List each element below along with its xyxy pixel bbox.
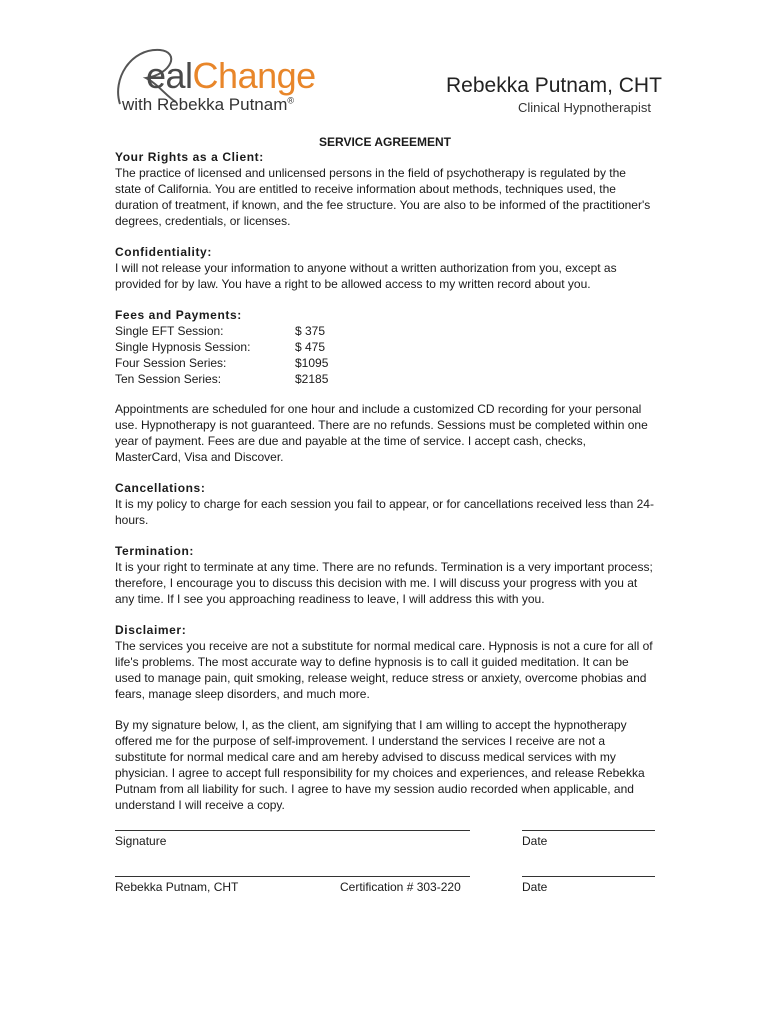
fee-price: $ 475 (295, 340, 326, 354)
agreement-body (115, 149, 655, 828)
fee-label: Four Session Series: (115, 356, 227, 370)
practitioner-date-label: Date (522, 880, 548, 894)
certification-number: Certification # 303-220 (340, 880, 461, 894)
client-signature-label: Signature (115, 834, 167, 848)
fee-label: Single Hypnosis Session: (115, 340, 251, 354)
document-title: SERVICE AGREEMENT (318, 135, 452, 149)
section-heading: Confidentiality: (115, 245, 212, 259)
section-text: Appointments are scheduled for one hour and include a customized CD recording for your personal use. Hypnotherapy is not guaranteed. There are no refunds. Sessions must be completed within one year of payment. Fees are due and payable at the time of service. I accept cash, checks, MasterCard, Visa and Discover. (115, 402, 648, 464)
section-heading: Fees and Payments: (115, 308, 242, 322)
fee-table (115, 323, 655, 387)
section-text: The practice of licensed and unlicensed persons in the field of psychotherapy is regulated by the state of California. You are entitled to receive information about methods, techniques used, the duration of treatment, if known, and the fee structure. You are also to be informed of the practitioner's degrees, credentials, or licenses. (115, 166, 651, 228)
client-date-line[interactable] (522, 830, 655, 831)
practitioner-date-line[interactable] (522, 876, 655, 877)
logo-tagline: with Rebekka Putnam® (122, 95, 295, 114)
logo-wordmark: ealChange (146, 55, 316, 96)
logo (110, 40, 340, 120)
section-confidentiality (115, 244, 655, 292)
section-cancellations (115, 480, 655, 528)
client-signature-row (115, 822, 660, 868)
section-disclaimer (115, 622, 655, 702)
client-date-label: Date (522, 834, 548, 848)
section-heading: Cancellations: (115, 481, 206, 495)
practitioner-signature-label: Rebekka Putnam, CHT (115, 880, 239, 894)
section-consent (115, 717, 655, 813)
fee-label: Ten Session Series: (115, 372, 222, 386)
section-text: It is my policy to charge for each session you fail to appear, or for cancellations received less than 24-hours. (115, 497, 654, 527)
section-heading: Termination: (115, 544, 194, 558)
section-text: It is your right to terminate at any time. There are no refunds. Termination is a very important process; therefore, I encourage you to discuss this decision with me. I will discuss your progress with you at any time. If I see you approaching readiness to leave, I will address this with you. (115, 560, 653, 606)
section-heading: Disclaimer: (115, 623, 187, 637)
practitioner-signature-row (115, 868, 660, 914)
client-signature-line[interactable] (115, 830, 470, 831)
section-termination (115, 543, 655, 607)
fee-price: $2185 (295, 372, 329, 386)
section-text: I will not release your information to anyone without a written authorization from you, except as provided for by law. You have a right to be allowed access to my written record about you. (115, 261, 617, 291)
practitioner-signature-line[interactable] (115, 876, 470, 877)
fee-label: Single EFT Session: (115, 324, 224, 338)
section-text: By my signature below, I, as the client, am signifying that I am willing to accept the hypnotherapy offered me for the purpose of self-improvement. I understand the services I receive are not a substitute for normal medical care and am hereby advised to discuss medical services with my physician. I agree to accept full responsibility for my choices and experiences, and release Rebekka Putnam from all liability for such. I agree to have my session audio recorded when applicable, and understand I will receive a copy. (115, 718, 645, 812)
section-text: The services you receive are not a substitute for normal medical care. Hypnosis is not a cure for all of life's problems. The most accurate way to define hypnosis is to call it guided meditation. It can be used to manage pain, quit smoking, release weight, reduce stress or anxiety, overcome phobias and fears, manage sleep disorders, and much more. (115, 639, 653, 701)
section-rights (115, 149, 655, 229)
fee-price: $1095 (295, 356, 329, 370)
section-fees (115, 307, 655, 465)
fee-price: $ 375 (295, 324, 326, 338)
practitioner-title: Clinical Hypnotherapist (518, 100, 651, 115)
practitioner-name: Rebekka Putnam, CHT (446, 74, 662, 97)
signature-block (115, 822, 660, 914)
section-heading: Your Rights as a Client: (115, 150, 264, 164)
